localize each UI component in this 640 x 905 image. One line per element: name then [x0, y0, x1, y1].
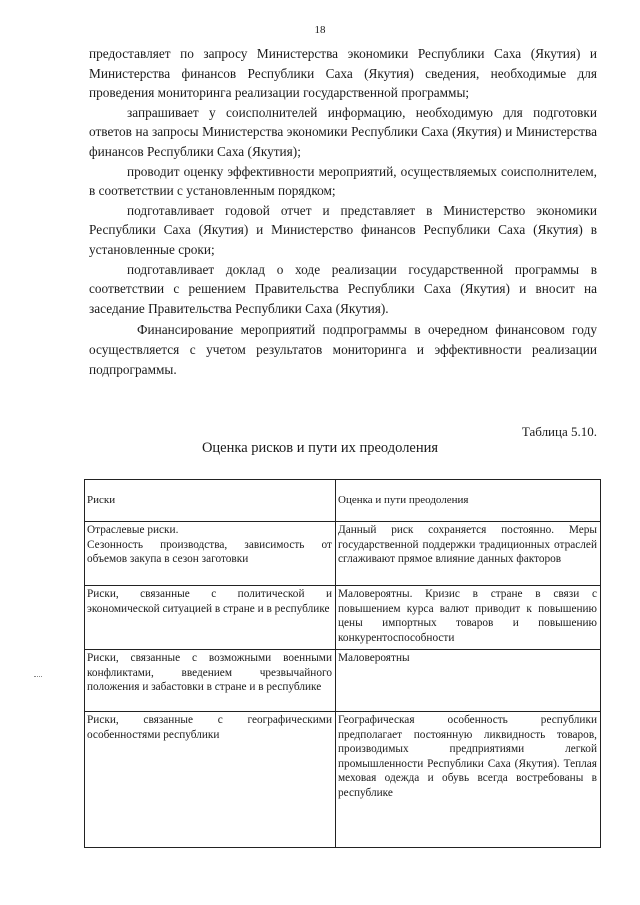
risk-cell: Риски, связанные с географическими особенностями республики [85, 712, 336, 848]
table-row [85, 522, 601, 586]
paragraph-3: проводит оценку эффективности мероприятий, осуществляемых соисполнителем, в соответствии с установленным порядком; [89, 163, 597, 199]
mitigation-cell: Географическая особенность республики предполагает постоянную ликвидность товаров, производимых предприятиями легкой промышленности Республики Саха (Якутия). Теплая меховая одежда и обувь всегда востребованы в республике [336, 712, 601, 848]
table-title: Оценка рисков и пути их преодоления [201, 440, 439, 456]
page-number: 18 [314, 24, 326, 36]
mitigation-cell: Данный риск сохраняется постоянно. Меры государственной поддержки традиционных отраслей сглаживают прямое влияние данных факторов [336, 522, 601, 586]
table-header-row [85, 480, 601, 522]
paragraph-5: подготавливает доклад о ходе реализации государственной программы в соответствии с решением Правительства Республики Саха (Якутия) и вносит на заседание Правительства Республики Саха (Якутия). [89, 261, 597, 316]
margin-mark [34, 676, 42, 677]
table-row [85, 650, 601, 712]
paragraph-2: запрашивает у соисполнителей информацию, необходимую для подготовки ответов на запросы Министерства экономики Республики Саха (Якутия) и Министерства финансов Республики Саха (Якутия); [89, 104, 597, 159]
risks-table [84, 479, 601, 848]
table-row [85, 586, 601, 650]
table-caption: Таблица 5.10. [521, 424, 597, 439]
paragraph-6: Финансирование мероприятий подпрограммы в очередном финансовом году осуществляется с учетом результатов мониторинга и эффективности реализации подпрограммы. [89, 322, 597, 377]
risk-cell: Риски, связанные с политической и экономической ситуацией в стране и в республике [85, 586, 336, 650]
risk-cell: Риски, связанные с возможными военными конфликтами, введением чрезвычайного положения и забастовки в стране и в республике [85, 650, 336, 712]
table-row [85, 712, 601, 848]
header-risks: Риски [85, 480, 336, 522]
paragraph-1: предоставляет по запросу Министерства экономики Республики Саха (Якутия) и Министерства финансов Республики Саха (Якутия) сведения, необходимые для проведения мониторинга реализации государственной программы; [89, 46, 597, 101]
paragraph-4: подготавливает годовой отчет и представляет в Министерство экономики Республики Саха (Якутия) и Министерство финансов Республики Саха (Якутия) в установленные сроки; [89, 202, 597, 257]
header-mitigation: Оценка и пути преодоления [336, 480, 601, 522]
risk-cell: Отраслевые риски. Сезонность производства, зависимость от объемов закупа в сезон заготовки [85, 522, 336, 586]
body-text [89, 44, 597, 379]
mitigation-cell: Маловероятны [336, 650, 601, 712]
mitigation-cell: Маловероятны. Кризис в стране в связи с повышением курса валют приводит к повышению цены импортных товаров и повышению конкурентоспособности [336, 586, 601, 650]
